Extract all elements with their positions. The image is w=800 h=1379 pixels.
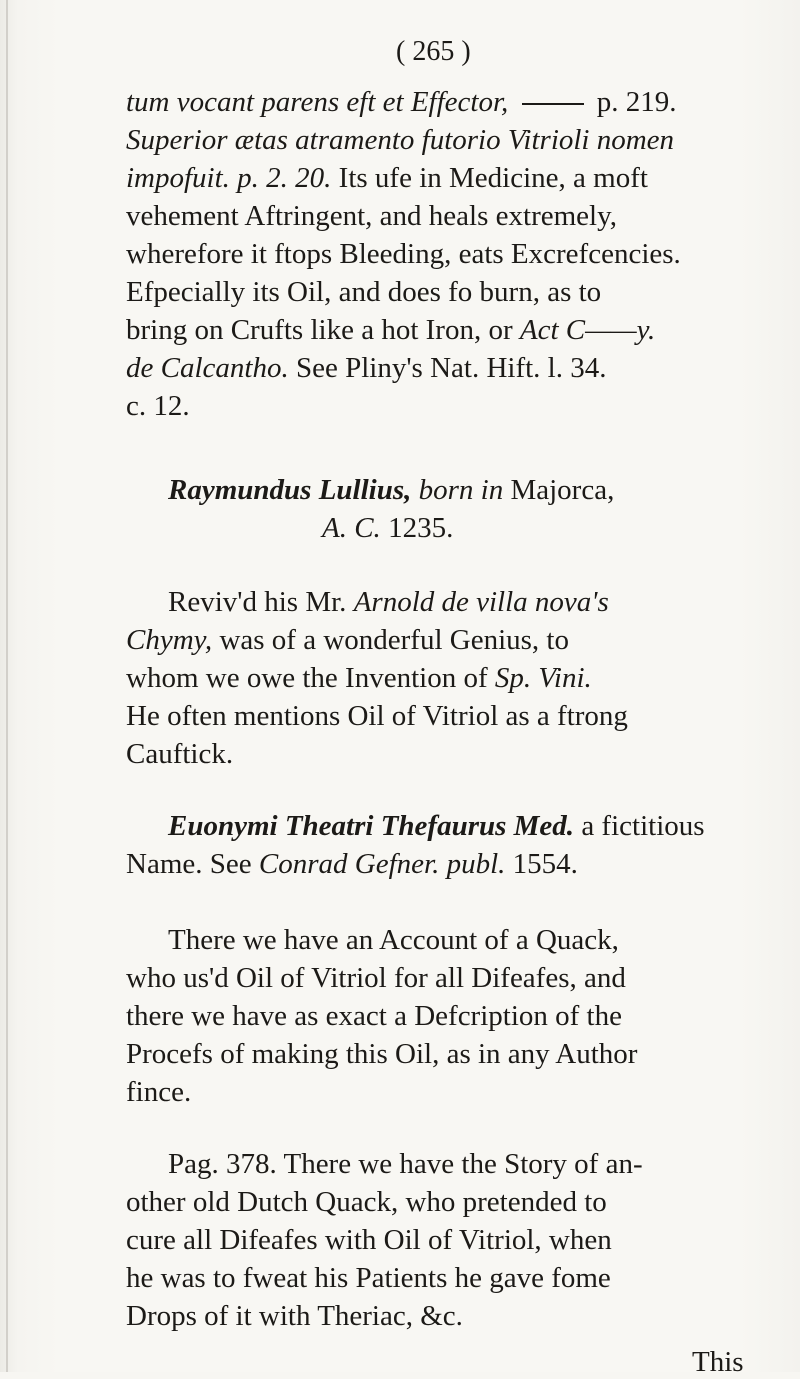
body-text: Name. See xyxy=(126,848,252,880)
latin-text: impofuit. xyxy=(126,162,230,194)
text-line: fince. xyxy=(126,1076,192,1108)
text-line: c. 12. xyxy=(126,390,190,422)
text-line: other old Dutch Quack, who pretended to xyxy=(126,1186,607,1218)
era-label: A. C. xyxy=(322,512,381,544)
text-line: cure all Difeafes with Oil of Vitriol, when xyxy=(126,1224,612,1256)
text-line xyxy=(126,86,677,119)
binding-edge xyxy=(6,0,8,1372)
text-line xyxy=(126,352,606,385)
body-text: whom we owe the Invention of xyxy=(126,662,488,694)
latin-text: Chymy, xyxy=(126,624,213,656)
body-text: Reviv'd his Mr. xyxy=(168,586,347,618)
text-line: he was to fweat his Patients he gave fome xyxy=(126,1262,611,1294)
text-line: Pag. 378. There we have the Story of an- xyxy=(168,1148,643,1180)
text-line: He often mentions Oil of Vitriol as a ftrong xyxy=(126,700,628,732)
dash-rule xyxy=(522,103,584,105)
body-text: was of a wonderful Genius, to xyxy=(219,624,569,656)
place-name: Majorca, xyxy=(510,474,615,506)
body-text: bring on Crufts like a hot Iron, or xyxy=(126,314,513,346)
latin-text: Sp. Vini. xyxy=(494,662,592,694)
latin-text: de Calcantho. xyxy=(126,352,289,384)
text-line xyxy=(126,162,648,195)
text-line: wherefore it ftops Bleeding, eats Excrefcencies. xyxy=(126,238,681,270)
latin-text: born in xyxy=(418,474,504,506)
page-reference: p. 219. xyxy=(596,86,677,118)
page-reference: p. 2. 20. xyxy=(237,162,332,194)
text-line xyxy=(168,810,705,843)
text-line xyxy=(126,624,569,657)
latin-text: Superior ætas atramento futorio Vitrioli nomen xyxy=(126,124,675,156)
latin-text: Act C——y. xyxy=(519,314,656,346)
text-line: there we have as exact a Defcription of the xyxy=(126,1000,622,1032)
body-text: a fictitious xyxy=(581,810,705,842)
latin-text: Arnold de villa nova's xyxy=(353,586,609,618)
text-line: There we have an Account of a Quack, xyxy=(168,924,619,956)
text-line xyxy=(168,474,614,507)
body-text: See Pliny's Nat. Hift. l. 34. xyxy=(295,352,607,384)
page-number: ( 265 ) xyxy=(396,36,471,67)
text-line: vehement Aftringent, and heals extremely, xyxy=(126,200,617,232)
person-name: Raymundus Lullius, xyxy=(168,474,412,506)
book-title: Euonymi Theatri Thefaurus Med. xyxy=(168,810,575,842)
year: 1235. xyxy=(388,512,454,544)
text-line: Cauftick. xyxy=(126,738,234,770)
text-line: Efpecially its Oil, and does fo burn, as to xyxy=(126,276,602,308)
text-line xyxy=(126,124,674,157)
text-line xyxy=(126,848,578,881)
text-line xyxy=(126,662,592,695)
latin-text: tum vocant parens eft et Effector, xyxy=(126,86,509,118)
text-line xyxy=(168,586,609,619)
text-line xyxy=(126,314,655,347)
year: 1554. xyxy=(512,848,578,880)
body-text: Its ufe in Medicine, a moft xyxy=(338,162,648,194)
catchword: This xyxy=(692,1346,744,1378)
author-reference: Conrad Gefner. publ. xyxy=(258,848,506,880)
text-line: Drops of it with Theriac, &c. xyxy=(126,1300,463,1332)
text-line xyxy=(322,512,453,545)
text-line: Procefs of making this Oil, as in any Author xyxy=(126,1038,638,1070)
text-line: who us'd Oil of Vitriol for all Difeafes, and xyxy=(126,962,626,994)
